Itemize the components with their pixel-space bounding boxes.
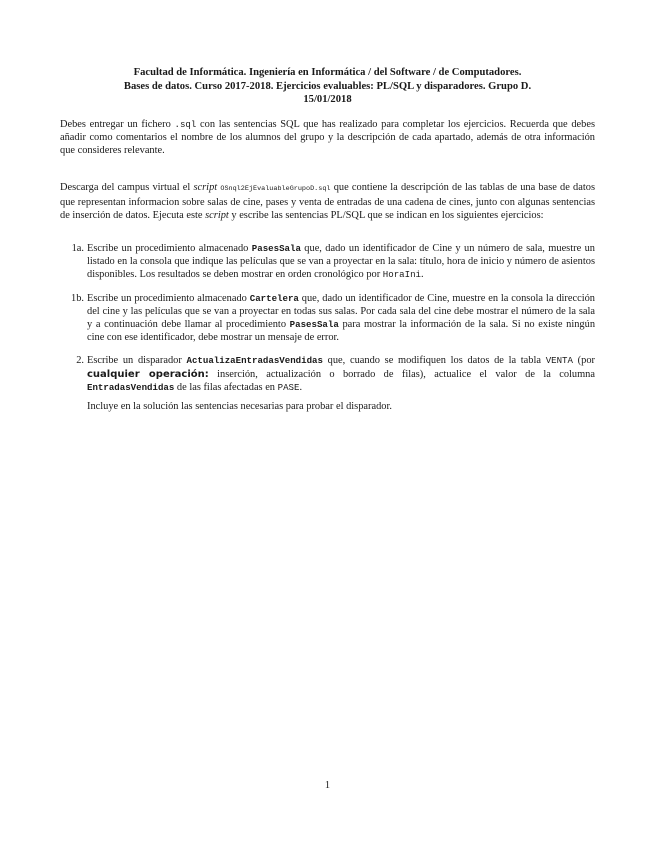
text-run: para mostrar la información de la sala. Si no existe ningún cine con ese identificador, debe mostrar un mensaje de error. <box>87 319 596 344</box>
exercise-text <box>87 292 595 345</box>
text-run: que, dado un identificador de Cine y un número de sala, muestre un listado en la consola que indique las películas que se van a proyectar en la sala: título, hora de inicio y número de asientos disponibles. Los resultados se deben mostrar en orden cronológico por <box>87 243 595 281</box>
text-run: . <box>299 381 303 393</box>
procedure-name-code: Cartelera <box>249 292 299 304</box>
exercise-label: 1a. <box>71 243 84 254</box>
document-header <box>60 66 595 107</box>
emphasis-text: cualquier operación: <box>87 368 209 380</box>
instructions-paragraph <box>60 181 595 223</box>
header-line-date: 15/01/2018 <box>303 94 352 105</box>
exercise-list <box>60 242 595 423</box>
intro-text: con las sentencias SQL que has realizado para completar los ejercicios. Recuerda que debes añadir como comentarios el nombre de los alumnos del grupo y la descripción de cada apartado, además de otra información que consideres relevante. <box>60 119 595 157</box>
trigger-name-code: ActualizaEntradasVendidas <box>186 355 323 367</box>
exercise-label: 1b. <box>71 292 84 304</box>
text-run: . <box>420 269 424 281</box>
exercise-note: Incluye en la solución las sentencias necesarias para probar el disparador. <box>87 401 392 413</box>
exercise-item-1b <box>60 292 595 345</box>
page-number: 1 <box>324 780 331 791</box>
column-name-code: EntradasVendidas <box>87 381 175 393</box>
file-extension-code: .sql <box>174 119 197 130</box>
instructions-text: que contiene la descripción de las tablas de una base de datos que representan informacion sobre salas de cine, pases y venta de entradas de una cadena de cines, junto con algunas sentencias de inserción de datos. Ejecuta este <box>60 182 595 222</box>
script-word: script <box>193 182 218 193</box>
header-line-course: Bases de datos. Curso 2017-2018. Ejercicios evaluables: PL/SQL y disparadores. Grupo D. <box>123 80 532 92</box>
text-run: Escribe un procedimiento almacenado <box>87 292 250 304</box>
instructions-text: Descarga del campus virtual el <box>60 182 194 193</box>
exercise-text <box>87 354 595 394</box>
text-run: de las filas afectadas en <box>174 381 278 393</box>
text-run: que, dado un identificador de Cine, muestre en la consola la dirección del cine y las películas que se van a proyectar en todas sus salas. Por cada sala del cine debe mostrar el número de la sala y a continuación debe llamar al procedimiento <box>87 292 595 331</box>
intro-paragraph <box>60 118 595 158</box>
script-filename: OSnql2EjEvaluableGrupoD.sql <box>220 185 331 193</box>
header-line-faculty: Facultad de Informática. Ingeniería en Informática / del Software / de Computadores. <box>133 67 522 78</box>
exercise-item-2 <box>60 354 595 413</box>
intro-text: Debes entregar un fichero <box>60 119 175 130</box>
text-run: Escribe un disparador <box>87 355 187 367</box>
table-name-code: PASE <box>277 381 300 393</box>
exercise-label: 2. <box>76 355 84 367</box>
procedure-name-code: PasesSala <box>289 319 339 331</box>
text-run: inserción, actualización o borrado de filas), actualice el valor de la columna <box>208 368 595 380</box>
text-run: que, cuando se modifiquen los datos de la tabla <box>322 355 546 367</box>
exercise-item-1a <box>60 242 595 282</box>
instructions-text: y escribe las sentencias PL/SQL que se indican en los siguientes ejercicios: <box>228 210 544 222</box>
text-run: (por <box>572 355 595 367</box>
exercise-text <box>87 242 595 282</box>
script-word: script <box>205 210 229 222</box>
procedure-name-code: PasesSala <box>251 243 301 254</box>
text-run: Escribe un procedimiento almacenado <box>87 243 252 254</box>
table-name-code: VENTA <box>545 355 573 367</box>
column-name-code: HoraIni <box>382 269 421 281</box>
